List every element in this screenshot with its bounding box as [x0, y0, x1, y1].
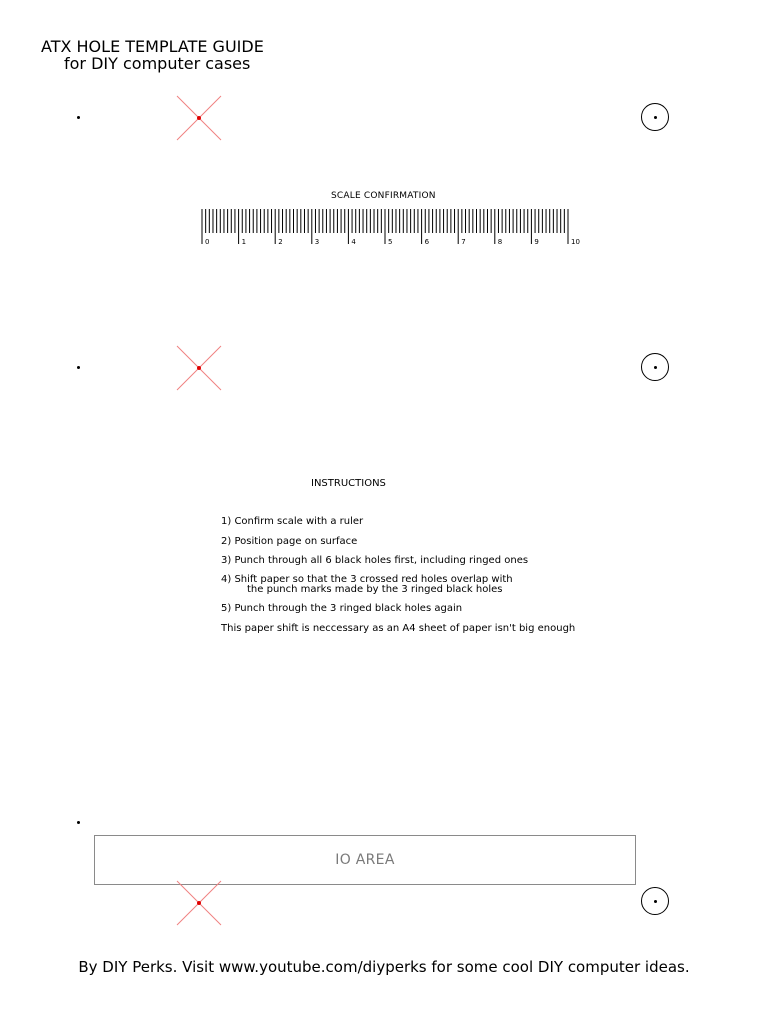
ruler-tick-label: 0: [205, 238, 210, 246]
ruler-tick-label: 10: [571, 238, 580, 246]
black-hole-marker: [77, 821, 80, 824]
ringed-black-hole: [641, 887, 669, 915]
ruler-tick-label: 7: [461, 238, 466, 246]
black-hole-marker: [77, 366, 80, 369]
ringed-black-hole: [641, 103, 669, 131]
red-cross-marker: [176, 95, 222, 141]
instruction-note: This paper shift is neccessary as an A4 sheet of paper isn't big enough: [221, 623, 576, 634]
ruler-tick-label: 2: [278, 238, 283, 246]
black-hole-marker: [77, 116, 80, 119]
instruction-step: 5) Punch through the 3 ringed black holes again: [221, 603, 463, 614]
io-area-box: [94, 835, 636, 885]
red-cross-marker: [176, 880, 222, 926]
footer-credit: By DIY Perks. Visit www.youtube.com/diyperks for some cool DIY computer ideas.: [78, 958, 690, 976]
ruler-tick-label: 9: [534, 238, 539, 246]
ringed-black-hole: [641, 353, 669, 381]
page-subtitle: for DIY computer cases: [64, 54, 251, 73]
cross-center-hole: [197, 901, 201, 905]
ruler-tick-label: 4: [351, 238, 356, 246]
ruler-tick-label: 8: [497, 238, 503, 246]
scale-confirmation-label: SCALE CONFIRMATION: [331, 191, 436, 201]
cross-center-hole: [197, 116, 201, 120]
instruction-step: 2) Position page on surface: [221, 536, 358, 547]
instructions-title: INSTRUCTIONS: [311, 478, 386, 489]
instruction-step: 4) Shift paper so that the 3 crossed red holes overlap with: [221, 574, 513, 585]
instruction-step: 1) Confirm scale with a ruler: [221, 516, 364, 527]
cross-center-hole: [197, 366, 201, 370]
instruction-step: the punch marks made by the 3 ringed black holes: [247, 584, 503, 595]
page-title: ATX HOLE TEMPLATE GUIDE: [41, 37, 264, 56]
instruction-step: 3) Punch through all 6 black holes first, including ringed ones: [221, 555, 529, 566]
ruler-tick-label: 5: [388, 238, 393, 246]
io-area-label: IO AREA: [335, 852, 395, 868]
ruler-tick-label: 6: [424, 238, 430, 246]
ruler-tick-label: 3: [314, 238, 320, 246]
red-cross-marker: [176, 345, 222, 391]
scale-ruler: [198, 205, 588, 247]
ruler-tick-label: 1: [241, 238, 247, 246]
